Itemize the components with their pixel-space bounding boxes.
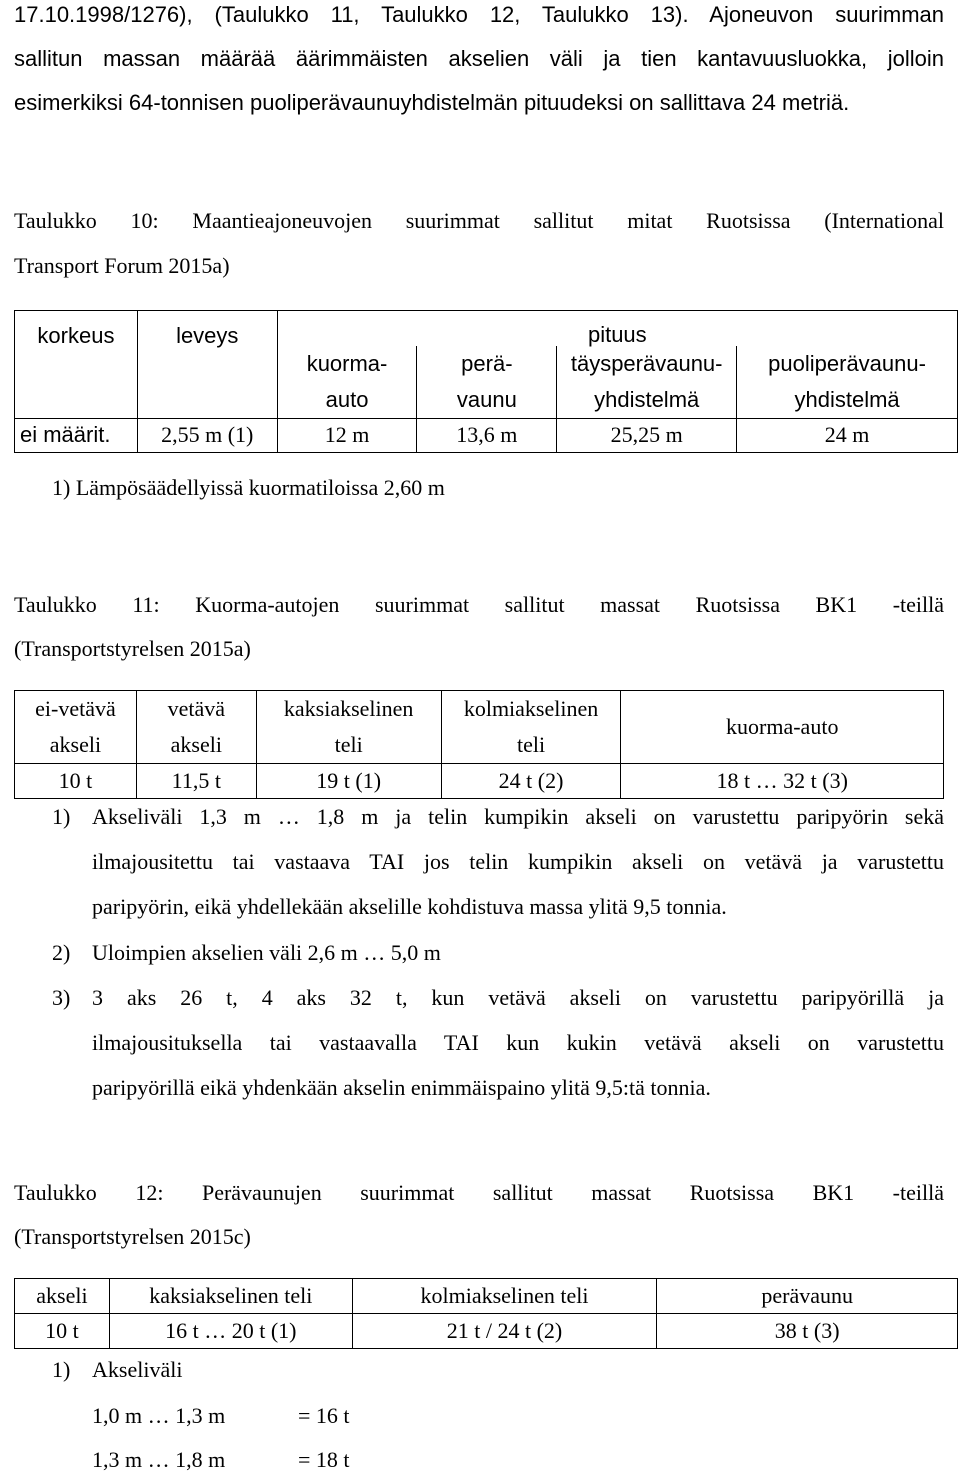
table10	[14, 310, 958, 453]
table-cell: 19 t (1)	[256, 764, 441, 799]
table11-row	[15, 764, 944, 799]
table10-header-taysperavaunuyhdistelma: täysperävaunu- yhdistelmä	[557, 346, 737, 419]
table11-caption-line-2: (Transportstyrelsen 2015a)	[14, 636, 251, 661]
table10-header-korkeus: korkeus	[15, 311, 138, 419]
table10-header-peravaunu: perä- vaunu	[417, 346, 557, 419]
table-cell: 12 m	[277, 418, 417, 452]
table10-header-kuorma-auto: kuorma- auto	[277, 346, 417, 419]
table10-header-leveys: leveys	[137, 311, 277, 419]
table11-header-ei-vetava-akseli: ei-vetävä akseli	[15, 691, 137, 764]
table10-caption-line-2: Transport Forum 2015a)	[14, 253, 230, 278]
table-cell: 13,6 m	[417, 418, 557, 452]
table11-note-3-line-1: 3 aks 26 t, 4 aks 32 t, kun vetävä akseli on varustettu paripyörillä ja	[92, 985, 944, 1010]
table10-caption-line-1: Taulukko 10: Maantieajoneuvojen suurimmat sallitut mitat Ruotsissa (International	[14, 208, 944, 233]
table12-note-range-2: 1,3 m … 1,8 m	[92, 1447, 226, 1472]
table-cell: 21 t / 24 t (2)	[352, 1314, 657, 1349]
table11-header-kaksiakselinen-teli: kaksiakselinen teli	[256, 691, 441, 764]
table12	[14, 1278, 958, 1349]
table11-note-2-line-1: Uloimpien akselien väli 2,6 m … 5,0 m	[92, 940, 441, 965]
table12-header-kolmiakselinen-teli: kolmiakselinen teli	[352, 1279, 657, 1314]
table-cell: 24 m	[737, 418, 958, 452]
intro-line-1: 17.10.1998/1276), (Taulukko 11, Taulukko 12, Taulukko 13). Ajoneuvon suurimman	[14, 2, 944, 27]
table11-caption-line-1: Taulukko 11: Kuorma-autojen suurimmat sallitut massat Ruotsissa BK1 -teillä	[14, 592, 944, 617]
table12-note-value-1: = 16 t	[298, 1403, 350, 1428]
table11-note-3-line-2: ilmajousituksella tai vastaavalla TAI kun kukin vetävä akseli on varustettu	[92, 1030, 944, 1055]
table11-header-vetava-akseli: vetävä akseli	[136, 691, 256, 764]
table12-caption-line-1: Taulukko 12: Perävaunujen suurimmat sallitut massat Ruotsissa BK1 -teillä	[14, 1180, 944, 1205]
table11-note-1-line-2: ilmajousitettu tai vastaava TAI jos telin kumpikin akseli on vetävä ja varustettu	[92, 849, 944, 874]
table11-header-kolmiakselinen-teli: kolmiakselinen teli	[441, 691, 621, 764]
table12-note-number: 1)	[52, 1357, 71, 1382]
table11-note-3-line-3: paripyörillä eikä yhdenkään akselin enimmäispaino ylitä 9,5:tä tonnia.	[92, 1075, 711, 1100]
table11-header-kuorma-auto: kuorma-auto	[621, 691, 944, 764]
table-cell: 18 t … 32 t (3)	[621, 764, 944, 799]
intro-line-2: sallitun massan määrää äärimmäisten akselien väli ja tien kantavuusluokka, jolloin	[14, 46, 944, 71]
table12-header-kaksiakselinen-teli: kaksiakselinen teli	[109, 1279, 352, 1314]
table10-header-pituus: pituus	[277, 311, 957, 346]
table12-header-akseli: akseli	[15, 1279, 110, 1314]
table10-header-puoliperavaunuyhdistelma: puoliperävaunu- yhdistelmä	[737, 346, 958, 419]
table12-caption-line-2: (Transportstyrelsen 2015c)	[14, 1224, 251, 1249]
table-cell: 16 t … 20 t (1)	[109, 1314, 352, 1349]
intro-line-3: esimerkiksi 64-tonnisen puoliperävaunuyhdistelmän pituudeksi on sallittava 24 metriä.	[14, 90, 850, 115]
table11-note-3-number: 3)	[52, 985, 71, 1010]
table12-note-value-2: = 18 t	[298, 1447, 350, 1472]
table-cell: 10 t	[15, 1314, 110, 1349]
table-cell: 25,25 m	[557, 418, 737, 452]
table-cell: 2,55 m (1)	[137, 418, 277, 452]
table11-note-1-number: 1)	[52, 804, 71, 829]
table-cell: ei määrit.	[15, 418, 138, 452]
table-cell: 38 t (3)	[657, 1314, 958, 1349]
table11	[14, 690, 944, 799]
table12-header-peravaunu: perävaunu	[657, 1279, 958, 1314]
table12-note-range-1: 1,0 m … 1,3 m	[92, 1403, 226, 1428]
table-cell: 11,5 t	[136, 764, 256, 799]
table12-row	[15, 1314, 958, 1349]
table11-note-1-line-3: paripyörin, eikä yhdellekään akselille kohdistuva massa ylitä 9,5 tonnia.	[92, 894, 727, 919]
table11-note-2-number: 2)	[52, 940, 71, 965]
table10-row	[15, 418, 958, 452]
table11-note-1-line-1: Akseliväli 1,3 m … 1,8 m ja telin kumpikin akseli on varustettu paripyörin sekä	[92, 804, 944, 829]
table10-footnote: 1) Lämpösäädellyissä kuormatiloissa 2,60 m	[52, 475, 445, 500]
table-cell: 10 t	[15, 764, 137, 799]
table12-note-title: Akseliväli	[92, 1357, 183, 1382]
table-cell: 24 t (2)	[441, 764, 621, 799]
